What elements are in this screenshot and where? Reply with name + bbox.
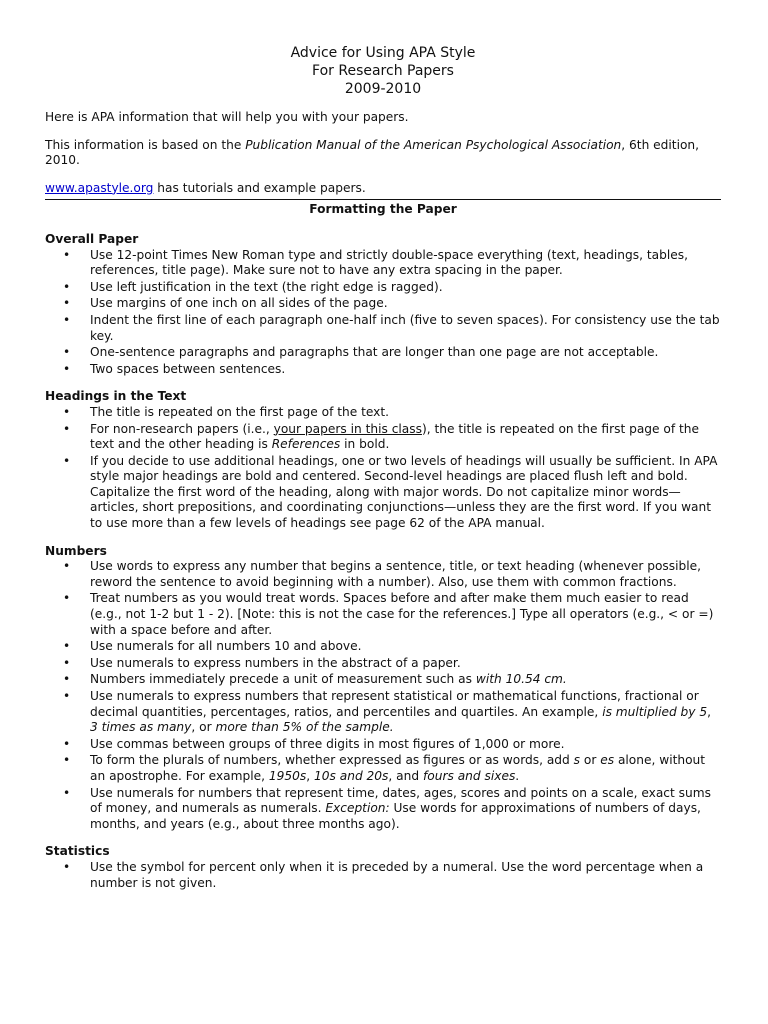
italic-text: 1950s — [268, 768, 307, 783]
title-line-3: 2009-2010 — [344, 81, 422, 97]
list-item — [90, 753, 721, 784]
text-run: Use words for approximations of numbers of days, months, and years (e.g., about three months ago). — [90, 801, 701, 831]
intro-paragraph-1: Here is APA information that will help you with your papers. — [45, 110, 409, 124]
list-item: • Use the symbol for percent only when it is preceded by a numeral. Use the word percentage when a number is not given. — [90, 860, 721, 891]
text-run: ), the title is repeated on the first page of the text and the other heading is — [90, 421, 700, 452]
text-run: alone, without an apostrophe. For example, — [90, 753, 706, 783]
list-item: • Use numerals to express numbers in the abstract of a paper. — [90, 656, 721, 672]
text-run: , — [306, 768, 315, 783]
italic-text: References — [271, 437, 341, 452]
text-run: Use numerals for numbers that represent time, dates, ages, scores and points on a scale, exact sums of money, and numerals as numerals. — [90, 785, 711, 816]
intro-p2-edition: , 6th edition, 2010. — [45, 137, 700, 168]
list-item — [90, 672, 721, 688]
publication-manual-title: Publication Manual of the American Psychological Association — [245, 137, 622, 152]
italic-text: Exception: — [325, 801, 390, 816]
list-item: • Use commas between groups of three digits in most figures of 1,000 or more. — [90, 737, 721, 753]
apastyle-link[interactable]: www.apastyle.org — [45, 180, 154, 195]
list-item — [90, 786, 721, 833]
intro-p3-text: has tutorials and example papers. — [153, 180, 366, 195]
headings-list — [45, 405, 721, 532]
list-item: • If you decide to use additional headings, one or two levels of headings will usually be sufficient. In APA style major headings are bold and centered. Second-level headings are placed flush left and bold. Capitalize the first word of the heading, along with major words. Do not capitalize minor words—articles, short prepositions, and coordinating conjunctions—unless they are the first word. If you want to use more than a few levels of headings see page 62 of the APA manual. — [90, 454, 721, 532]
text-run: or — [580, 753, 601, 768]
list-item: • Two spaces between sentences. — [90, 362, 721, 378]
list-item: • Use margins of one inch on all sides of the page. — [90, 296, 721, 312]
text-run: , — [707, 704, 712, 719]
text-run: Numbers immediately precede a unit of measurement such as — [90, 672, 476, 687]
document-title — [45, 44, 721, 98]
headings-heading: Headings in the Text — [45, 389, 187, 404]
list-item: • Use left justification in the text (the right edge is ragged). — [90, 280, 721, 296]
italic-text: more than 5% of the sample. — [215, 720, 394, 735]
text-run: . — [515, 768, 520, 783]
list-item: • Use numerals for all numbers 10 and above. — [90, 639, 721, 655]
list-item — [90, 422, 721, 453]
text-run: Use numerals to express numbers that represent statistical or mathematical functions, fractional or decimal quantities, percentages, ratios, and percentiles and quartiles. An example, — [90, 689, 699, 719]
list-item: • Use words to express any number that begins a sentence, title, or text heading (whenever possible, reword the sentence to avoid beginning with a number). Also, use them with common fractions. — [90, 559, 721, 590]
italic-text: fours and sixes — [422, 768, 516, 783]
horizontal-divider — [45, 199, 721, 200]
list-item: • The title is repeated on the first page of the text. — [90, 405, 721, 421]
document-page — [45, 44, 721, 903]
text-run: , and — [388, 768, 423, 783]
list-item: • Indent the first line of each paragraph one-half inch (five to seven spaces). For consistency use the tab key. — [90, 313, 721, 344]
list-item: • One-sentence paragraphs and paragraphs that are longer than one page are not acceptable. — [90, 345, 721, 361]
intro-paragraph-2 — [45, 138, 721, 169]
list-item: • Use 12-point Times New Roman type and strictly double-space everything (text, headings, tables, references, title page). Make sure not to have any extra spacing in the paper. — [90, 248, 721, 279]
list-item: • Treat numbers as you would treat words. Spaces before and after make them much easier to read (e.g., not 1-2 but 1 - 2). [Note: this is not the case for the references.] Type all operators (e.g., < or =) with a space before and after. — [90, 591, 721, 638]
italic-text: is multiplied by 5 — [602, 704, 708, 719]
text-run: in bold. — [340, 437, 390, 452]
section-title: Formatting the Paper — [309, 202, 457, 217]
underlined-text: your papers in this class — [273, 421, 422, 436]
italic-text: s — [573, 753, 580, 768]
overall-paper-list — [45, 248, 721, 378]
text-run: For non-research papers (i.e., — [90, 421, 274, 436]
text-run: To form the plurals of numbers, whether expressed as figures or as words, add — [90, 753, 574, 768]
italic-text: es — [600, 753, 615, 768]
text-run: , or — [191, 720, 216, 735]
italic-text: 10s and 20s — [314, 768, 389, 783]
italic-text: 3 times as many — [90, 720, 192, 735]
overall-paper-heading: Overall Paper — [45, 231, 139, 246]
numbers-list — [45, 559, 721, 832]
title-line-1: Advice for Using APA Style — [290, 45, 476, 61]
intro-p2-text: This information is based on the — [45, 137, 246, 152]
statistics-list — [45, 860, 721, 891]
intro-paragraph-3 — [45, 181, 721, 197]
list-item — [90, 689, 721, 736]
title-line-2: For Research Papers — [312, 63, 454, 79]
italic-text: with 10.54 cm. — [475, 672, 567, 687]
numbers-heading: Numbers — [45, 543, 107, 558]
statistics-heading: Statistics — [45, 844, 110, 859]
